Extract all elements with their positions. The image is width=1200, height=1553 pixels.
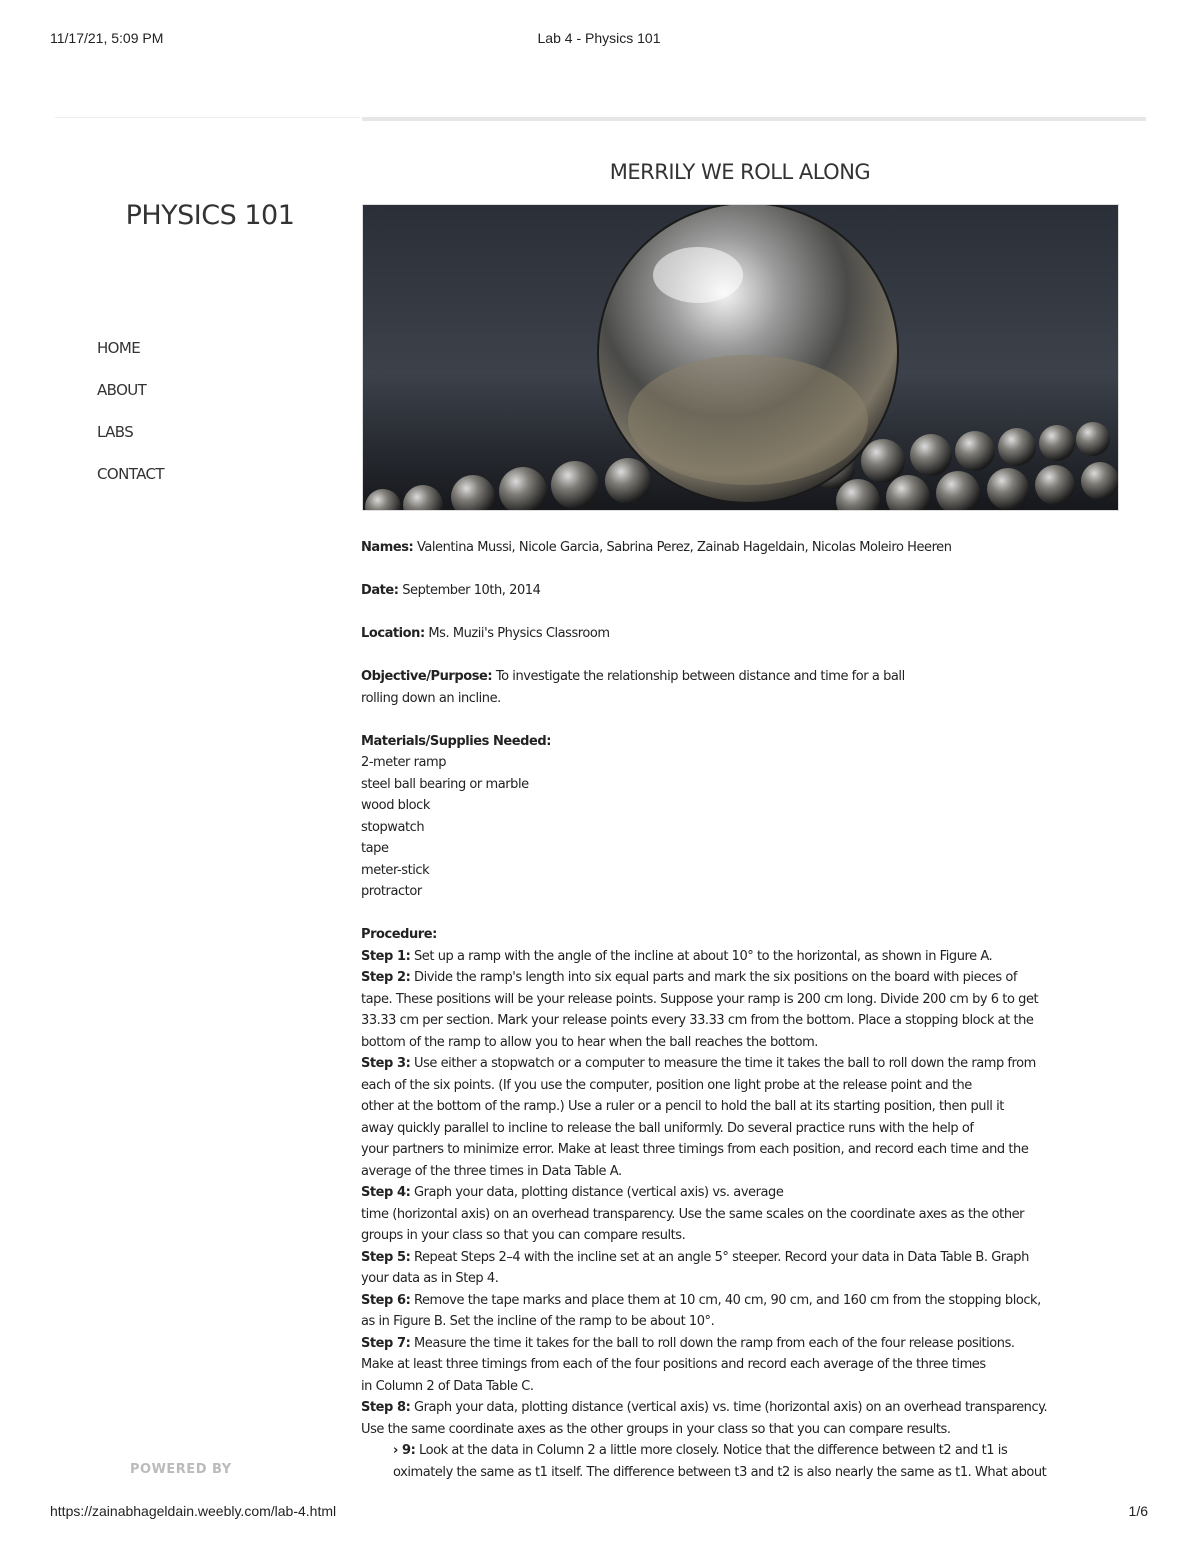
step-text: in Column 2 of Data Table C. <box>361 1378 534 1394</box>
date-label: Date: <box>361 583 399 598</box>
step-text: away quickly parallel to incline to release the ball uniformly. Do several practice runs with the help of <box>361 1120 974 1136</box>
nav-item-contact[interactable]: CONTACT <box>97 465 164 483</box>
step-label: Step 4: <box>361 1185 411 1200</box>
step-text: oximately the same as t1 itself. The difference between t3 and t2 is also nearly the same as t1. What about <box>393 1464 1047 1480</box>
step-label: Step 2: <box>361 970 411 985</box>
print-url: https://zainabhageldain.weebly.com/lab-4.html <box>50 1503 337 1519</box>
step-text: other at the bottom of the ramp.) Use a ruler or a pencil to hold the ball at its starting position, then pull it <box>361 1099 1004 1114</box>
print-datetime: 11/17/21, 5:09 PM <box>50 30 164 46</box>
step-text: bottom of the ramp to allow you to hear when the ball reaches the bottom. <box>361 1034 818 1050</box>
print-header <box>50 30 1148 50</box>
step-text: Use either a stopwatch or a computer to measure the time it takes the ball to roll down the ramp from <box>410 1056 1036 1071</box>
print-document-title: Lab 4 - Physics 101 <box>537 30 661 46</box>
materials-paragraph <box>361 731 1123 903</box>
step-label: Step 5: <box>361 1249 411 1265</box>
hero-image-steel-ball <box>362 204 1119 511</box>
powered-by-badge[interactable]: POWERED BY <box>130 1462 232 1477</box>
step-text: Look at the data in Column 2 a little more closely. Notice that the difference between t2 and t1 is <box>415 1443 1008 1458</box>
step-text: average of the three times in Data Table A. <box>361 1163 622 1179</box>
objective-paragraph <box>361 666 1123 709</box>
location-value: Ms. Muzii's Physics Classroom <box>424 626 610 641</box>
print-footer <box>50 1503 1148 1523</box>
objective-line: To investigate the relationship between distance and time for a ball <box>492 669 905 684</box>
date-value: September 10th, 2014 <box>398 583 541 598</box>
nav-item-home[interactable]: HOME <box>97 339 141 357</box>
step-text: Graph your data, plotting distance (vertical axis) vs. average <box>410 1185 784 1200</box>
materials-label: Materials/Supplies Needed: <box>361 733 551 749</box>
material-item: steel ball bearing or marble <box>361 776 529 792</box>
location-label: Location: <box>361 626 425 641</box>
step-text: Graph your data, plotting distance (vertical axis) vs. time (horizontal axis) on an overhead transparency. <box>410 1400 1048 1415</box>
step-label: Step 7: <box>361 1335 411 1351</box>
material-item: protractor <box>361 884 422 899</box>
print-page-number: 1/6 <box>1128 1503 1148 1519</box>
step-text: each of the six points. (If you use the computer, position one light probe at the release point and the <box>361 1077 972 1093</box>
step-text: Make at least three timings from each of the four positions and record each average of the three times <box>361 1357 986 1372</box>
names-paragraph <box>361 537 1123 559</box>
header-divider-left <box>55 117 360 118</box>
header-divider-right <box>362 117 1146 121</box>
nav-item-about[interactable]: ABOUT <box>97 381 147 399</box>
step-text: tape. These positions will be your release points. Suppose your ramp is 200 cm long. Divide 200 cm by 6 to get <box>361 991 1039 1007</box>
step-text: Measure the time it takes for the ball to roll down the ramp from each of the four release positions. <box>410 1335 1015 1351</box>
step-text: time (horizontal axis) on an overhead transparency. Use the same scales on the coordinate axes as the other <box>361 1206 1025 1222</box>
step-text: Remove the tape marks and place them at 10 cm, 40 cm, 90 cm, and 160 cm from the stopping block, <box>410 1292 1041 1308</box>
material-item: meter-stick <box>361 862 430 878</box>
step-label: Step 1: <box>361 948 411 964</box>
names-value: Valentina Mussi, Nicole Garcia, Sabrina Perez, Zainab Hageldain, Nicolas Moleiro Heeren <box>413 540 952 555</box>
step-text: Use the same coordinate axes as the other groups in your class so that you can compare results. <box>361 1421 951 1437</box>
step-label: Step 6: <box>361 1292 411 1308</box>
step-label: › 9: <box>393 1443 416 1458</box>
step-text: groups in your class so that you can compare results. <box>361 1228 686 1243</box>
objective-line: rolling down an incline. <box>361 690 501 706</box>
date-paragraph <box>361 580 1123 602</box>
main-nav <box>97 338 164 506</box>
procedure-section <box>361 924 1123 1483</box>
objective-label: Objective/Purpose: <box>361 669 493 684</box>
step-text: your partners to minimize error. Make at least three timings from each position, and record each time and the <box>361 1142 1029 1157</box>
material-item: wood block <box>361 798 430 813</box>
page-title: MERRILY WE ROLL ALONG <box>609 160 871 184</box>
step-label: Step 8: <box>361 1400 411 1415</box>
names-label: Names: <box>361 540 414 555</box>
lab-report-body <box>361 537 1123 1483</box>
step-text: Set up a ramp with the angle of the incline at about 10° to the horizontal, as shown in Figure A. <box>410 948 993 964</box>
material-item: stopwatch <box>361 819 425 835</box>
material-item: 2-meter ramp <box>361 755 447 770</box>
material-item: tape <box>361 841 389 856</box>
step-label: Step 3: <box>361 1056 411 1071</box>
nav-item-labs[interactable]: LABS <box>97 423 134 441</box>
step-text: as in Figure B. Set the incline of the ramp to be about 10°. <box>361 1314 715 1329</box>
site-title[interactable]: PHYSICS 101 <box>125 200 295 231</box>
step-text: 33.33 cm per section. Mark your release points every 33.33 cm from the bottom. Place a stopping block at the <box>361 1013 1034 1028</box>
step-text: Divide the ramp's length into six equal parts and mark the six positions on the board with pieces of <box>410 970 1017 985</box>
location-paragraph <box>361 623 1123 645</box>
step-text: Repeat Steps 2–4 with the incline set at an angle 5° steeper. Record your data in Data Table B. Graph <box>410 1249 1029 1265</box>
procedure-label: Procedure: <box>361 927 437 942</box>
step-text: your data as in Step 4. <box>361 1271 499 1286</box>
